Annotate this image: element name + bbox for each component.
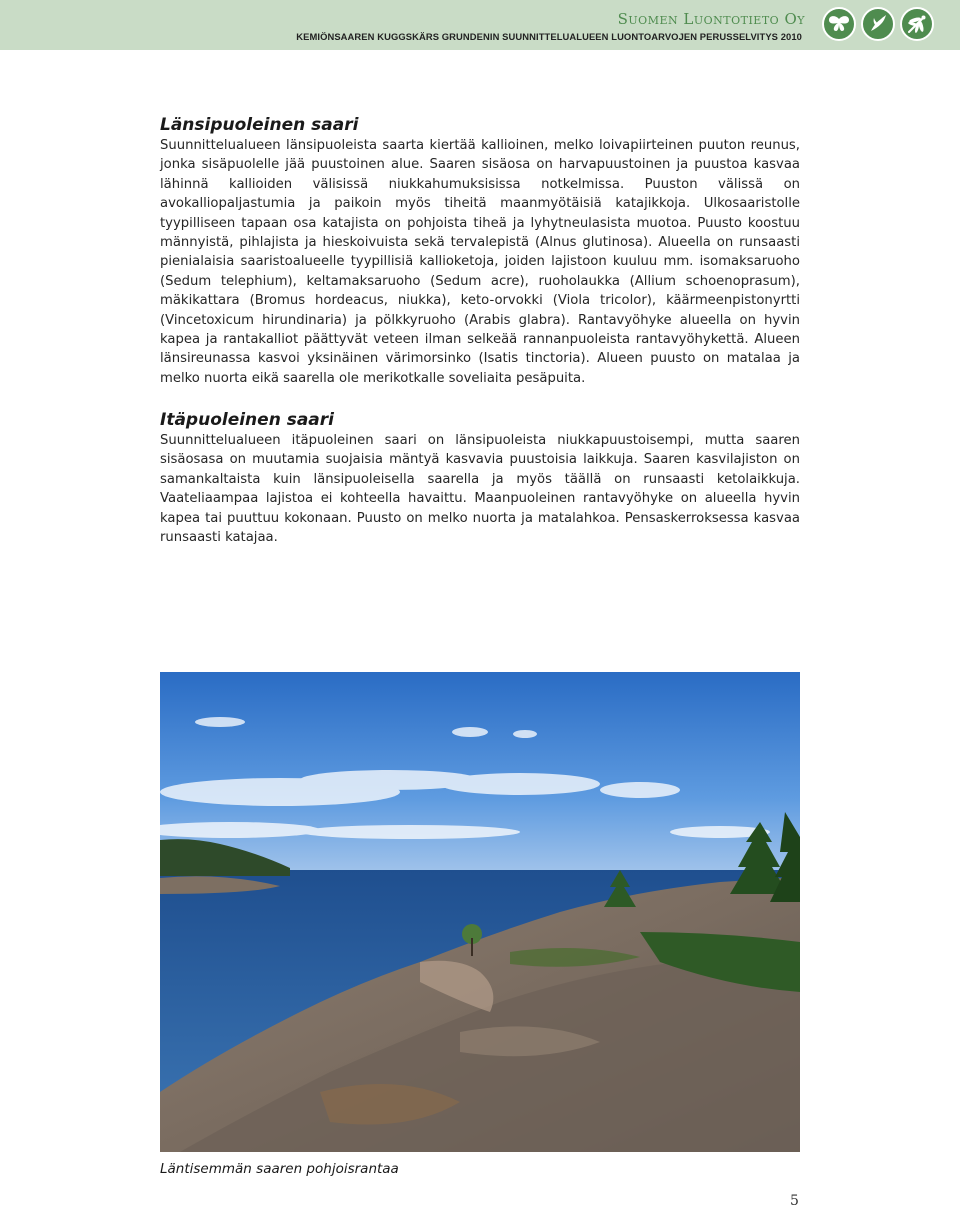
section-west-island bbox=[160, 114, 800, 388]
section-body: Suunnittelualueen länsipuoleista saarta kiertää kallioinen, melko loivapiirteinen puuton reunus, jonka sisäpuolelle jää puustoinen alue. Saaren sisäosa on harvapuustoinen ja puustoa kasvaa lähinnä kallioiden välisissä niukkahumuksisissa notkelmissa. Puuston välissä on avokalliopaljastumia ja paikoin myös tiheitä maanmyötäisiä katajikkoja. Ulkosaaristolle tyypilliseen tapaan osa katajista on pohjoista tiheä ja lyhytneulasista muotoa. Puusto koostuu männyistä, pihlajista ja hieskoivuista sekä tervalepistä (Alnus glutinosa). Alueella on runsaasti pienialaisia saaristoalueelle tyypillisiä kallioketoja, joiden lajistoon kuuluu mm. isomaksaruoho (Sedum telephium), keltamaksaruoho (Sedum acre), ruoholaukka (Allium schoenoprasum), mäkikattara (Bromus hordeacus, niukka), keto-orvokki (Viola tricolor), käärmeenpistonyrtti (Vincetoxicum hirundinaria) ja pölkkyruoho (Arabis glabra). Rantavyöhyke alueella on hyvin kapea ja rantakalliot päättyvät veteen ilman selkeää rannanpuoleista rantavyöhykettä. Alueen länsireunassa kasvoi yksinäinen värimorsinko (Isatis tinctoria). Alueen puusto on matalaa ja melko nuorta eikä saarella ole merikotkalle soveliaita pesäpuita. bbox=[160, 138, 800, 386]
page-number: 5 bbox=[790, 1193, 799, 1209]
photo-caption: Läntisemmän saaren pohjoisrantaa bbox=[160, 1161, 399, 1177]
brand-name: Suomen Luontotieto Oy bbox=[617, 10, 805, 28]
butterfly-icon bbox=[822, 7, 856, 41]
section-east-island bbox=[160, 409, 800, 547]
section-body: Suunnittelualueen itäpuoleinen saari on länsipuoleista niukkapuustoisempi, mutta saaren sisäosasa on muutamia suojaisia mäntyä kasvavia puustoisia laikkuja. Saaren kasvilajiston on samankaltaista kuin länsipuoleisella saarella ja myös täällä on runsaasti ketolaikkuja. Vaateliaampaa lajistoa ei kohteella havaittu. Maanpuoleinen rantavyöhyke on alueella hyvin kapea tai puuttuu kokonaan. Puusto on melko nuorta ja matalahkoa. Pensaskerroksessa kasvaa runsaasti katajaa. bbox=[160, 433, 800, 546]
report-subtitle: KEMIÖNSAAREN KUGGSKÄRS GRUNDENIN SUUNNITTELUALUEEN LUONTOARVOJEN PERUSSELVITYS 2010 bbox=[296, 31, 802, 42]
header-icons bbox=[822, 7, 934, 41]
coast-photo bbox=[160, 672, 800, 1152]
header-band bbox=[0, 0, 960, 50]
dragonfly-icon bbox=[900, 7, 934, 41]
section-title: Länsipuoleinen saari bbox=[160, 115, 359, 135]
section-title: Itäpuoleinen saari bbox=[160, 410, 334, 430]
bird-icon bbox=[861, 7, 895, 41]
